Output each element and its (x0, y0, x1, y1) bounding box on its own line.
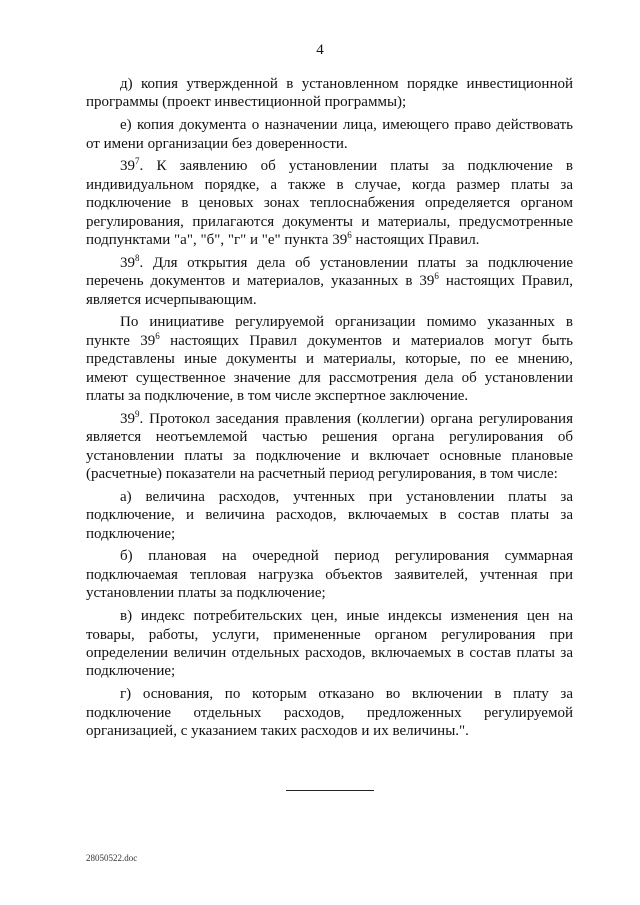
superscript-index: 9 (135, 408, 140, 419)
closing-rule (286, 790, 374, 791)
superscript-index: 8 (135, 252, 140, 263)
footer-file-code: 28050522.doc (86, 853, 138, 863)
paragraph-clause-39-8: $39^8$. Для открытия дела об установлении платы за подключение перечень документов и материалов, указанных в $39^6$ настоящих Правил, является исчерпывающим. (86, 252, 574, 308)
paragraph-item-e: е) копия документа о назначении лица, имеющего право действовать от имени организации без доверенности. (86, 117, 573, 152)
superscript-index: 6 (347, 230, 352, 241)
superscript-index: 7 (135, 156, 140, 167)
paragraph-clause-39-9: $39^9$. Протокол заседания правления (коллегии) органа регулирования является неотъемлемой частью решения органа регулирования об установлении платы за подключение и включает основные плановые (расчетные) показатели на расчетный период регулирования, в том числе: (86, 408, 573, 483)
document-body (86, 75, 573, 745)
paragraph-item-v: в) индекс потребительских цен, иные индексы изменения цен на товары, работы, услуги, примененные органом регулирования при определении величин отдельных расходов, включаемых в состав платы за подключение; (86, 608, 573, 680)
paragraph-item-d: д) копия утвержденной в установленном порядке инвестиционной программы (проект инвестиционной программы); (86, 76, 573, 111)
paragraph-clause-39-7: $39^7$. К заявлению об установлении платы за подключение в индивидуальном порядке, а также в случае, когда размер платы за подключение в ценовых зонах теплоснабжения определяется органом регулирования, прилагаются документы и материалы, предусмотренные подпунктами "а", "б", "г" и "е" пункта $39^6$ настоящих Правил. (86, 156, 573, 249)
page-number: 4 (316, 42, 324, 58)
paragraph-initiative: По инициативе регулируемой организации помимо указанных в пункте $39^6$ настоящих Правил документов и материалов могут быть представлены иные документы и материалы, которые, по ее мнению, имеют существенное значение для рассмотрения дела об установлении платы за подключение, в том числе экспертное заключение. (86, 314, 573, 405)
paragraph-item-a: а) величина расходов, учтенных при установлении платы за подключение, и величина расходов, включаемых в состав платы за подключение; (86, 488, 573, 542)
superscript-index: 6 (434, 271, 439, 282)
paragraph-item-g: г) основания, по которым отказано во включении в плату за подключение отдельных расходов, предложенных регулируемой организацией, с указанием таких расходов и их величины.". (86, 686, 573, 739)
paragraph-item-b: б) плановая на очередной период регулирования суммарная подключаемая тепловая нагрузка объектов заявителей, учтенная при установлении платы за подключение; (86, 548, 573, 602)
superscript-index: 6 (155, 330, 160, 341)
